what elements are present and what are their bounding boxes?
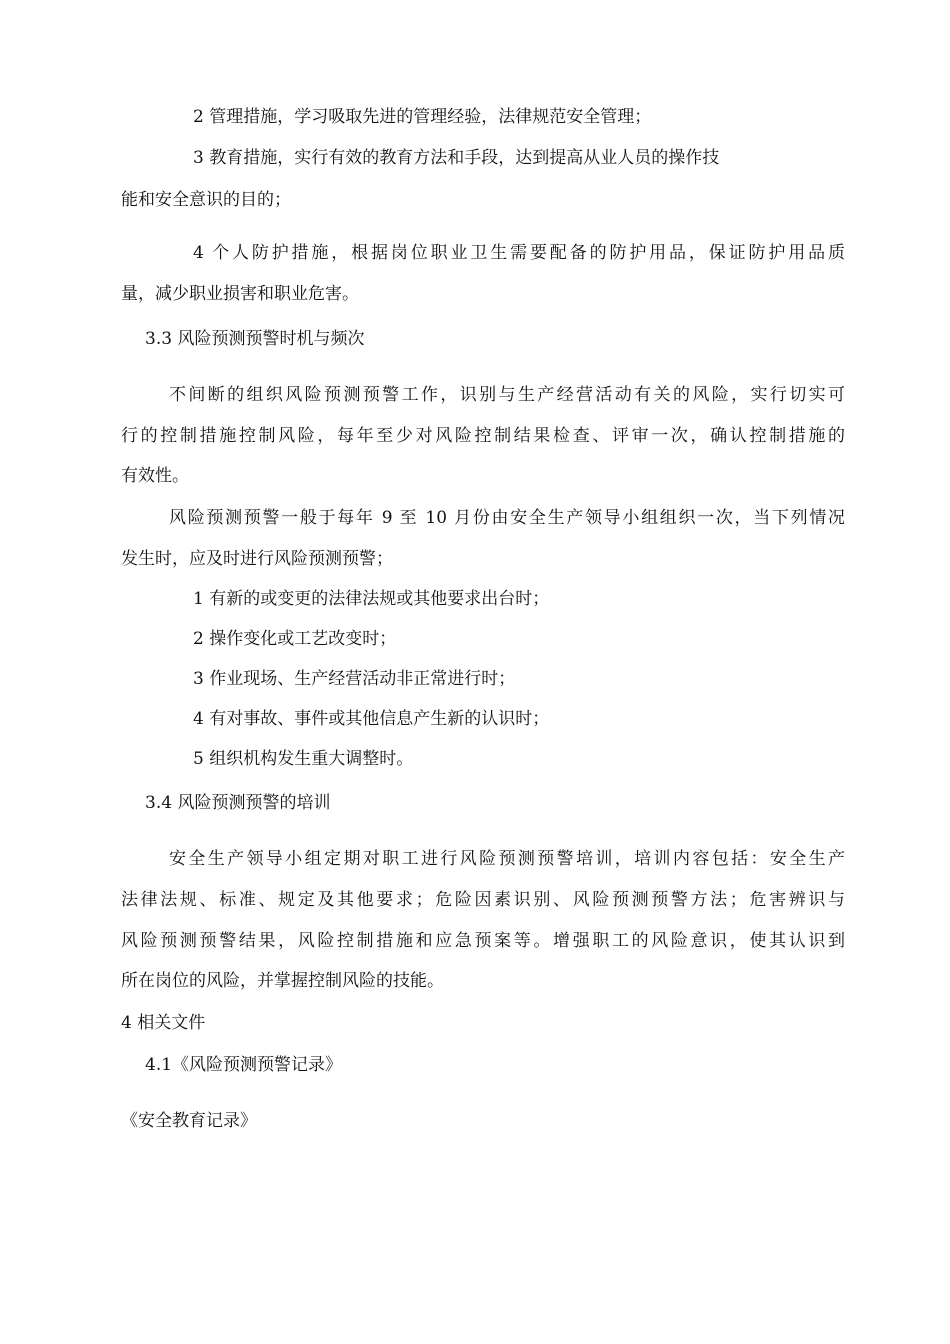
related-document-safety-education: 《安全教育记录》 [121,1111,257,1131]
paragraph-3-4-line-4: 所在岗位的风险，并掌握控制风险的技能。 [121,971,444,991]
paragraph-3-3-line-1: 不间断的组织风险预测预警工作，识别与生产经营活动有关的风险，实行切实可 [169,385,845,405]
section-heading-3-3: 3.3 风险预测预警时机与频次 [145,329,365,349]
paragraph-3-4-line-3: 风险预测预警结果，风险控制措施和应急预案等。增强职工的风险意识，使其认识到 [121,931,845,951]
paragraph-3-3-line-3: 有效性。 [121,466,189,486]
measure-item-4-protection: 4 个人防护措施，根据岗位职业卫生需要配备的防护用品，保证防护用品质 [193,243,845,263]
measure-item-3-education: 3 教育措施，实行有效的教育方法和手段，达到提高从业人员的操作技 [193,148,720,168]
measure-item-2-management: 2 管理措施，学习吸取先进的管理经验，法律规范安全管理； [193,107,652,127]
condition-item-2: 2 操作变化或工艺改变时； [193,629,397,649]
condition-item-3: 3 作业现场、生产经营活动非正常进行时； [193,669,516,689]
paragraph-3-4-line-1: 安全生产领导小组定期对职工进行风险预测预警培训，培训内容包括：安全生产 [169,849,845,869]
paragraph-timing-line-2: 发生时，应及时进行风险预测预警； [121,549,393,569]
paragraph-3-4-line-2: 法律法规、标准、规定及其他要求；危险因素识别、风险预测预警方法；危害辨识与 [121,890,845,910]
section-heading-3-4: 3.4 风险预测预警的培训 [145,793,331,813]
section-heading-4: 4 相关文件 [121,1013,206,1033]
measure-item-4-continuation: 量，减少职业损害和职业危害。 [121,284,359,304]
condition-item-1: 1 有新的或变更的法律法规或其他要求出台时； [193,589,550,609]
condition-item-5: 5 组织机构发生重大调整时。 [193,749,414,769]
condition-item-4: 4 有对事故、事件或其他信息产生新的认识时； [193,709,550,729]
related-document-4-1: 4.1《风险预测预警记录》 [145,1055,343,1075]
measure-item-3-continuation: 能和安全意识的目的； [121,190,291,210]
paragraph-timing-line-1: 风险预测预警一般于每年 9 至 10 月份由安全生产领导小组组织一次，当下列情况 [169,508,845,528]
paragraph-3-3-line-2: 行的控制措施控制风险，每年至少对风险控制结果检查、评审一次，确认控制措施的 [121,426,845,446]
